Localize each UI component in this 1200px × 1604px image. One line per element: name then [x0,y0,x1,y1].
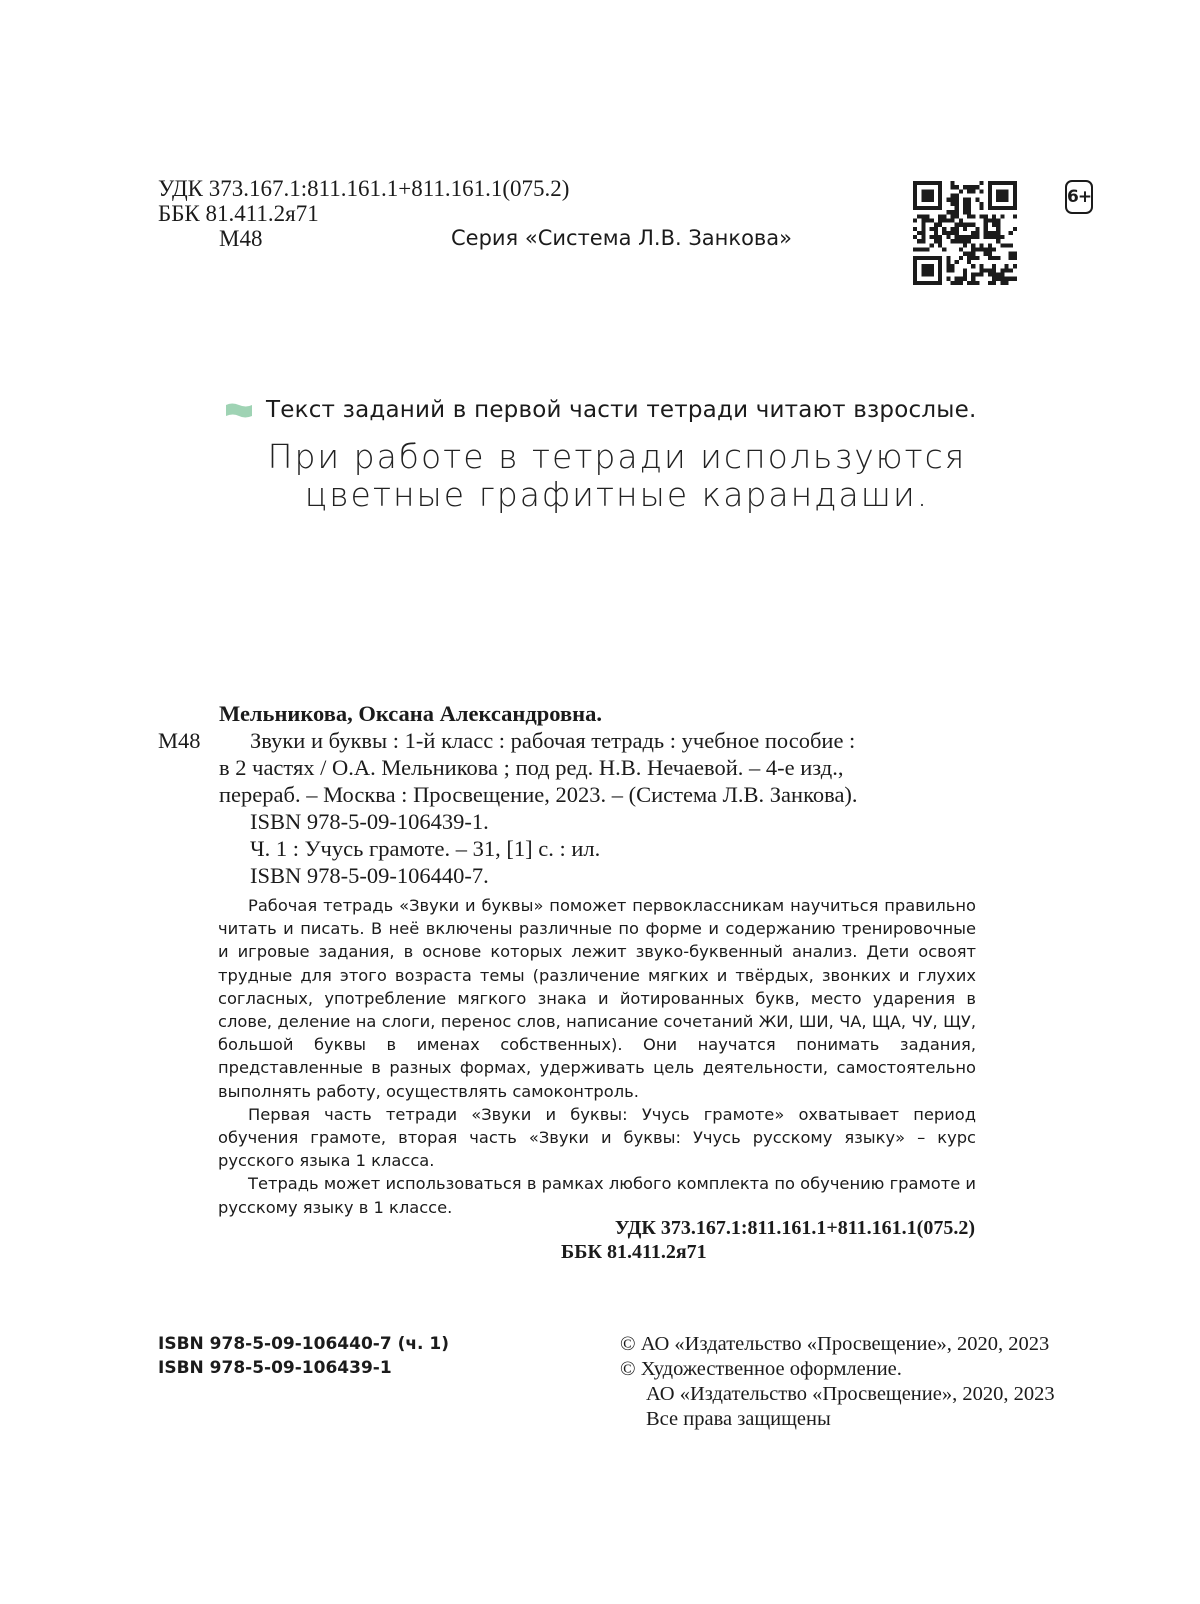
copyright-publisher: © АО «Издательство «Просвещение», 2020, 2023 [620,1333,1050,1355]
age-rating-badge: 6+ [1065,180,1093,214]
copyright-design-publisher: АО «Издательство «Просвещение», 2020, 2023 [646,1383,1055,1405]
author-name: Мельникова, Оксана Александровна. [219,701,602,726]
bib-part: Ч. 1 : Учусь грамоте. – 31, [1] с. : ил. [250,836,601,861]
bib-line-1: Звуки и буквы : 1-й класс : рабочая тетрадь : учебное пособие : [250,728,856,753]
footer-isbn-full: ISBN 978-5-09-106439-1 [158,1358,392,1378]
rights-reserved: Все права защищены [646,1408,831,1430]
author-mark: М48 [219,226,263,251]
annotation-paragraph: Рабочая тетрадь «Звуки и буквы» поможет первоклассникам научиться правильно читать и писать. В неё включены различные по форме и содержанию тренировочные и игровые задания, в основе которых лежит звуко-буквенный анализ. Дети освоят трудные для этого возраста темы (различение мягких и твёрдых, звонких и глухих согласных, употребление мягкого знака и йотированных букв, место ударения в слове, деление на слоги, перенос слов, написание сочетаний ЖИ, ШИ, ЧА, ЩА, ЧУ, ЩУ, большой буквы в именах собственных). Они научатся понимать задания, представленные в разных формах, удерживать цель деятельности, самостоятельно выполнять работу, осуществлять самоконтроль. [218,896,976,1101]
bib-isbn-full: ISBN 978-5-09-106439-1. [250,809,489,834]
copyright-design: © Художественное оформление. [620,1358,902,1380]
bib-line-2: в 2 частях / О.А. Мельникова ; под ред. Н.В. Нечаевой. – 4-е изд., [219,755,844,780]
annotation-paragraph: Первая часть тетради «Звуки и буквы: Учусь грамоте» охватывает период обучения грамоте, вторая часть «Звуки и буквы: Учусь русскому языку» – курс русского языка 1 класса. [218,1104,976,1171]
udk-code: УДК 373.167.1:811.161.1+811.161.1(075.2) [158,176,570,201]
bbk-code: ББК 81.411.2я71 [158,201,319,226]
footer-isbn-part: ISBN 978-5-09-106440-7 (ч. 1) [158,1334,450,1354]
bib-line-3: перераб. – Москва : Просвещение, 2023. – (Система Л.В. Занкова). [219,782,858,807]
udk-code-bottom: УДК 373.167.1:811.161.1+811.161.1(075.2) [614,1217,975,1239]
bib-author-mark: М48 [158,728,201,753]
bib-isbn-part: ISBN 978-5-09-106440-7. [250,863,489,888]
pencils-notice [200,438,1034,514]
adults-read-notice: Текст заданий в первой части тетради читают взрослые. [266,397,977,423]
qr-code-icon[interactable] [913,181,1017,285]
pencils-notice-line2: цветные графитные карандаши. [304,475,930,514]
bbk-code-bottom: ББК 81.411.2я71 [561,1241,707,1263]
annotation [218,894,976,1219]
flag-icon [226,403,252,418]
series-title: Серия «Система Л.В. Занкова» [451,226,793,250]
pencils-notice-line1: При работе в тетради используются [267,437,967,476]
annotation-paragraph: Тетрадь может использоваться в рамках любого комплекта по обучению грамоте и русскому языку в 1 классе. [218,1174,976,1217]
